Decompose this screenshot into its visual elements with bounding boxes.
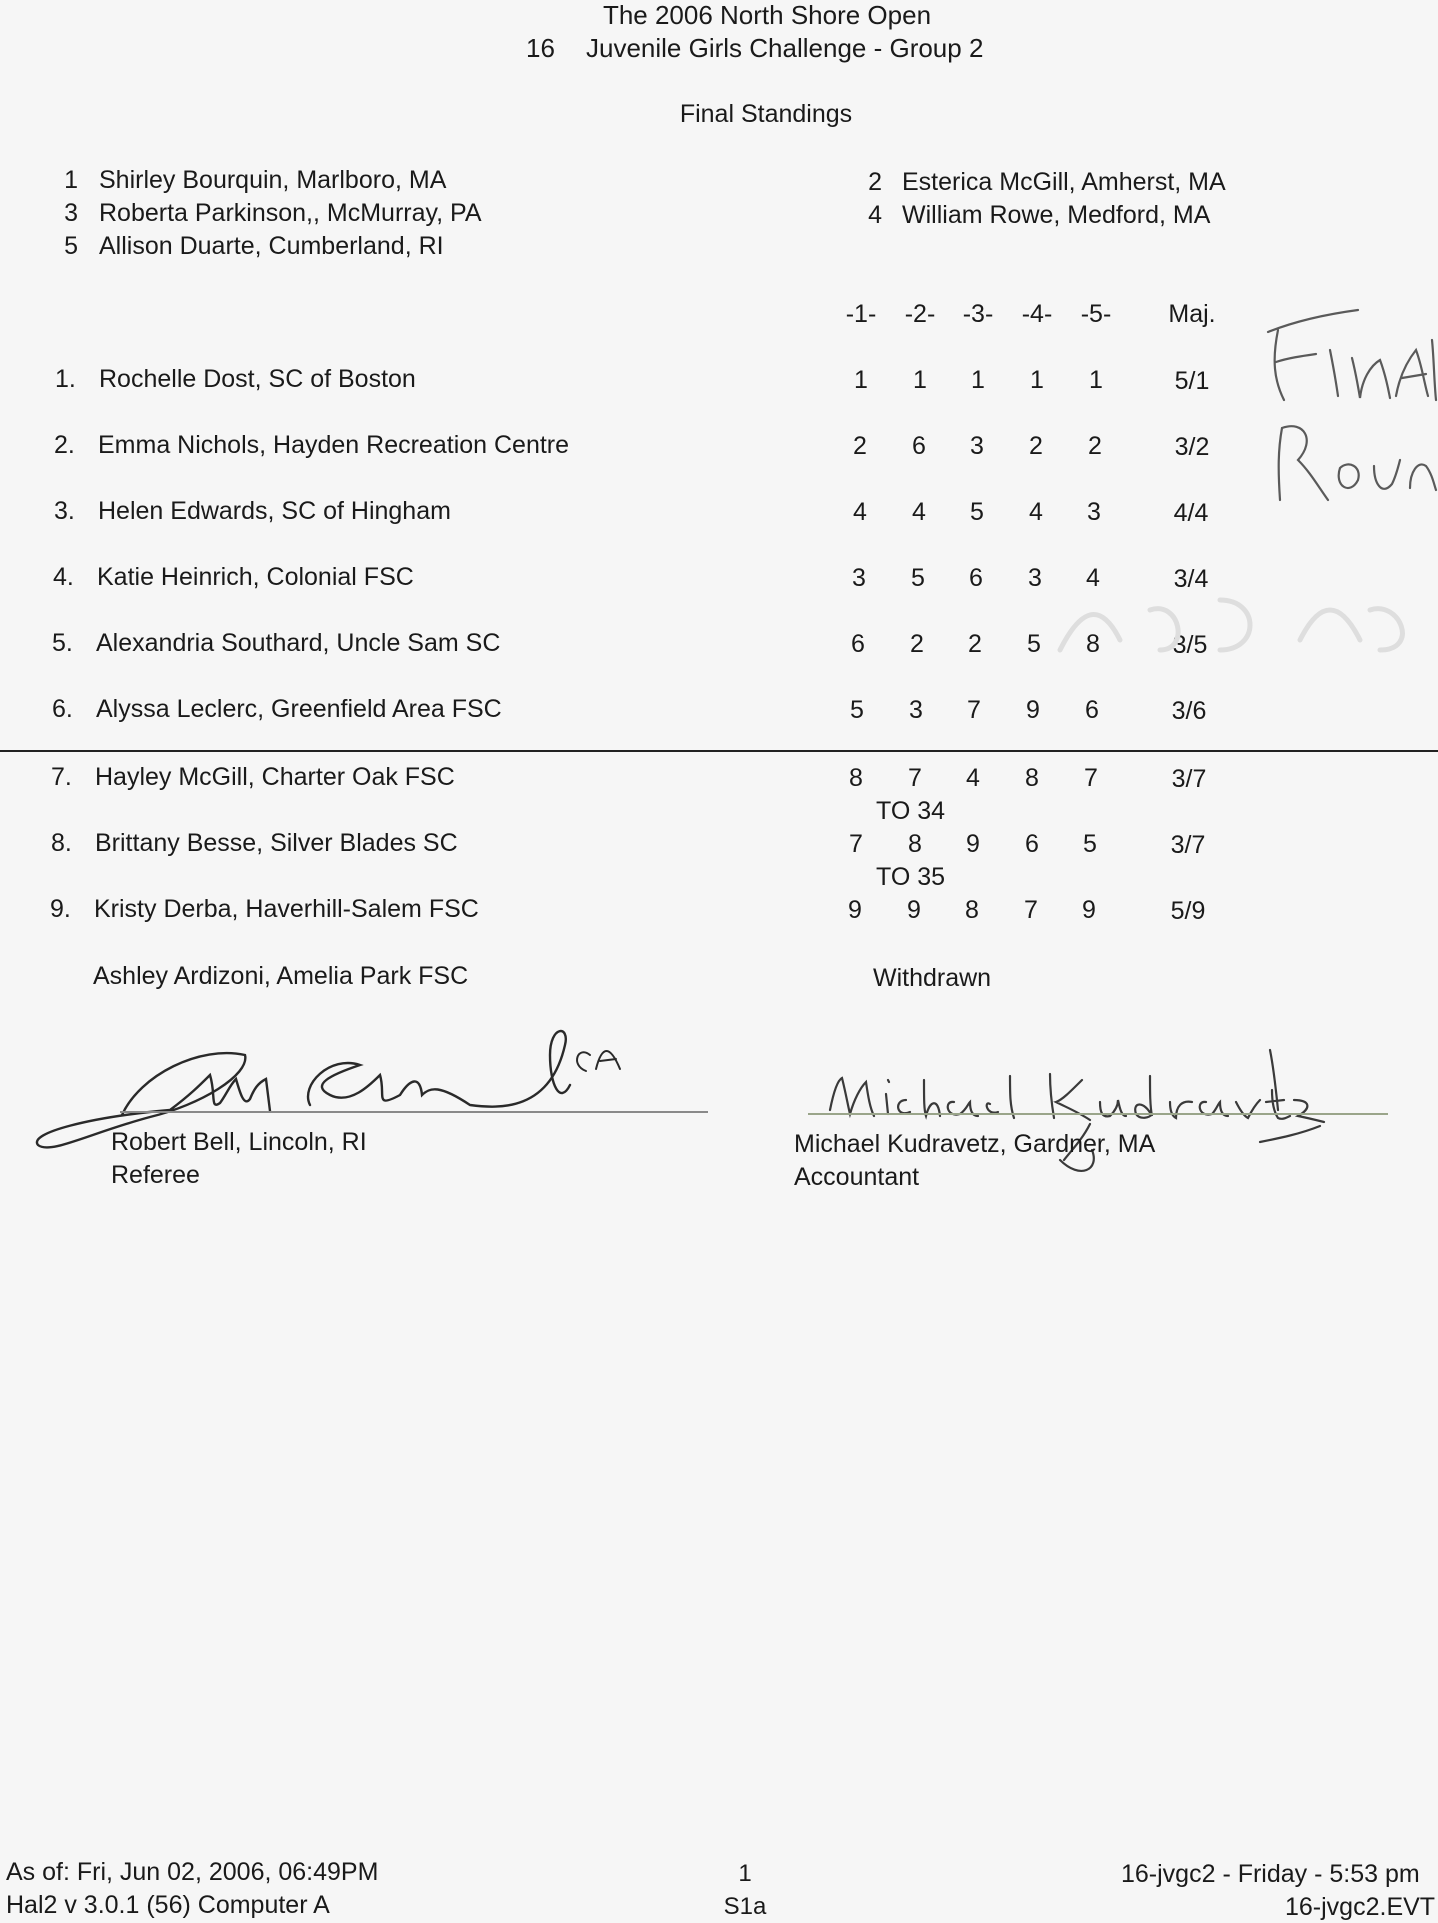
event-number: 16 [526,33,555,63]
judge-name: Shirley Bourquin, Marlboro, MA [99,166,447,194]
majority: 3/6 [1171,697,1207,725]
judge-score: 2 [968,630,982,658]
place: 2. [54,431,75,459]
place: 1. [55,365,76,393]
tie-breaker: TO 35 [876,863,946,891]
majority: 3/4 [1173,565,1209,593]
accountant-role: Accountant [794,1163,920,1191]
bleed-through-ink [1040,560,1438,680]
judge-score: 6 [1085,696,1099,724]
judge-number: 2 [868,168,882,196]
judge-score: 8 [849,764,863,792]
footer-page-number: 1 [738,1860,752,1887]
footer-version: Hal2 v 3.0.1 (56) Computer A [6,1891,330,1919]
accountant-name: Michael Kudravetz, Gardner, MA [794,1130,1156,1158]
place: 6. [52,695,73,723]
judge-score: 4 [966,764,980,792]
judge-score: 3 [1087,498,1101,526]
handwritten-note-ink [1258,300,1438,530]
skater-name: Helen Edwards, SC of Hingham [98,497,451,525]
judge-score: 3 [1028,564,1042,592]
judge-score: 5 [850,696,864,724]
judge-score: 3 [909,696,923,724]
place: 5. [52,629,73,657]
judge-score: 4 [853,498,867,526]
skater-name: Kristy Derba, Haverhill-Salem FSC [94,895,479,923]
majority: 4/4 [1173,499,1209,527]
majority: 5/1 [1174,367,1210,395]
judge-score: 6 [969,564,983,592]
judge-score: 7 [1024,896,1038,924]
place: 7. [51,763,72,791]
place: 9. [50,895,71,923]
judge-score: 6 [1025,830,1039,858]
majority: 3/7 [1170,831,1206,859]
judge-score: 9 [966,830,980,858]
qualifying-cut-line [0,750,1438,752]
judge-score: 8 [908,830,922,858]
column-header: -5- [1080,300,1112,328]
judge-score: 1 [971,366,985,394]
judge-score: 5 [1027,630,1041,658]
footer-file-line-1: 16-jvgc2 - Friday - 5:53 pm [1121,1860,1420,1888]
place: 4. [53,563,74,591]
withdrawn-status: Withdrawn [873,964,992,992]
judge-score: 6 [851,630,865,658]
judge-score: 3 [970,432,984,460]
judge-score: 9 [1026,696,1040,724]
judge-name: William Rowe, Medford, MA [902,201,1211,229]
judge-score: 9 [907,896,921,924]
judge-number: 3 [64,199,78,227]
majority: 5/9 [1170,897,1206,925]
event-name: Juvenile Girls Challenge - Group 2 [586,33,984,63]
accountant-signature-line [808,1113,1388,1115]
judge-score: 1 [913,366,927,394]
skater-name: Rochelle Dost, SC of Boston [99,365,416,393]
referee-signature-line [120,1111,708,1113]
majority: 3/5 [1172,631,1208,659]
majority: 3/7 [1171,765,1207,793]
judge-name: Esterica McGill, Amherst, MA [902,168,1226,196]
judge-score: 2 [1088,432,1102,460]
judge-score: 4 [1086,564,1100,592]
skater-name: Brittany Besse, Silver Blades SC [95,829,458,857]
column-header-majority: Maj. [1168,300,1216,328]
skater-name: Ashley Ardizoni, Amelia Park FSC [93,962,469,990]
footer-page-code: S1a [723,1893,767,1920]
judge-score: 8 [1025,764,1039,792]
judge-score: 5 [1083,830,1097,858]
referee-role: Referee [111,1161,200,1189]
place: 8. [51,829,72,857]
judge-score: 7 [1084,764,1098,792]
judge-number: 1 [64,166,78,194]
judge-score: 1 [854,366,868,394]
judge-name: Roberta Parkinson,, McMurray, PA [99,199,482,227]
judge-score: 9 [848,896,862,924]
column-header: -4- [1021,300,1053,328]
judge-score: 9 [1082,896,1096,924]
skater-name: Alyssa Leclerc, Greenfield Area FSC [96,695,502,723]
judge-number: 5 [64,232,78,260]
judge-score: 8 [1086,630,1100,658]
judge-score: 3 [852,564,866,592]
skater-name: Katie Heinrich, Colonial FSC [97,563,414,591]
judge-score: 4 [912,498,926,526]
skater-name: Emma Nichols, Hayden Recreation Centre [98,431,570,459]
column-header: -1- [845,300,877,328]
judge-score: 4 [1029,498,1043,526]
judge-score: 5 [911,564,925,592]
judge-score: 1 [1030,366,1044,394]
skater-name: Alexandria Southard, Uncle Sam SC [96,629,501,657]
judge-score: 1 [1089,366,1103,394]
judge-score: 7 [967,696,981,724]
judge-score: 8 [965,896,979,924]
judge-score: 7 [908,764,922,792]
place: 3. [54,497,75,525]
footer-file-line-2: 16-jvgc2.EVT [1285,1893,1436,1921]
judge-score: 2 [1029,432,1043,460]
column-header: -3- [962,300,994,328]
judge-number: 4 [868,201,882,229]
majority: 3/2 [1174,433,1210,461]
judge-score: 2 [853,432,867,460]
tie-breaker: TO 34 [876,797,946,825]
judge-score: 7 [849,830,863,858]
column-header: -2- [904,300,936,328]
referee-name: Robert Bell, Lincoln, RI [111,1128,367,1156]
event-title: The 2006 North Shore Open [602,0,932,30]
judge-score: 5 [970,498,984,526]
footer-as-of: As of: Fri, Jun 02, 2006, 06:49PM [6,1858,379,1886]
judge-score: 2 [910,630,924,658]
skater-name: Hayley McGill, Charter Oak FSC [95,763,455,791]
judge-name: Allison Duarte, Cumberland, RI [99,232,444,260]
subtitle: Final Standings [679,100,853,128]
judge-score: 6 [912,432,926,460]
